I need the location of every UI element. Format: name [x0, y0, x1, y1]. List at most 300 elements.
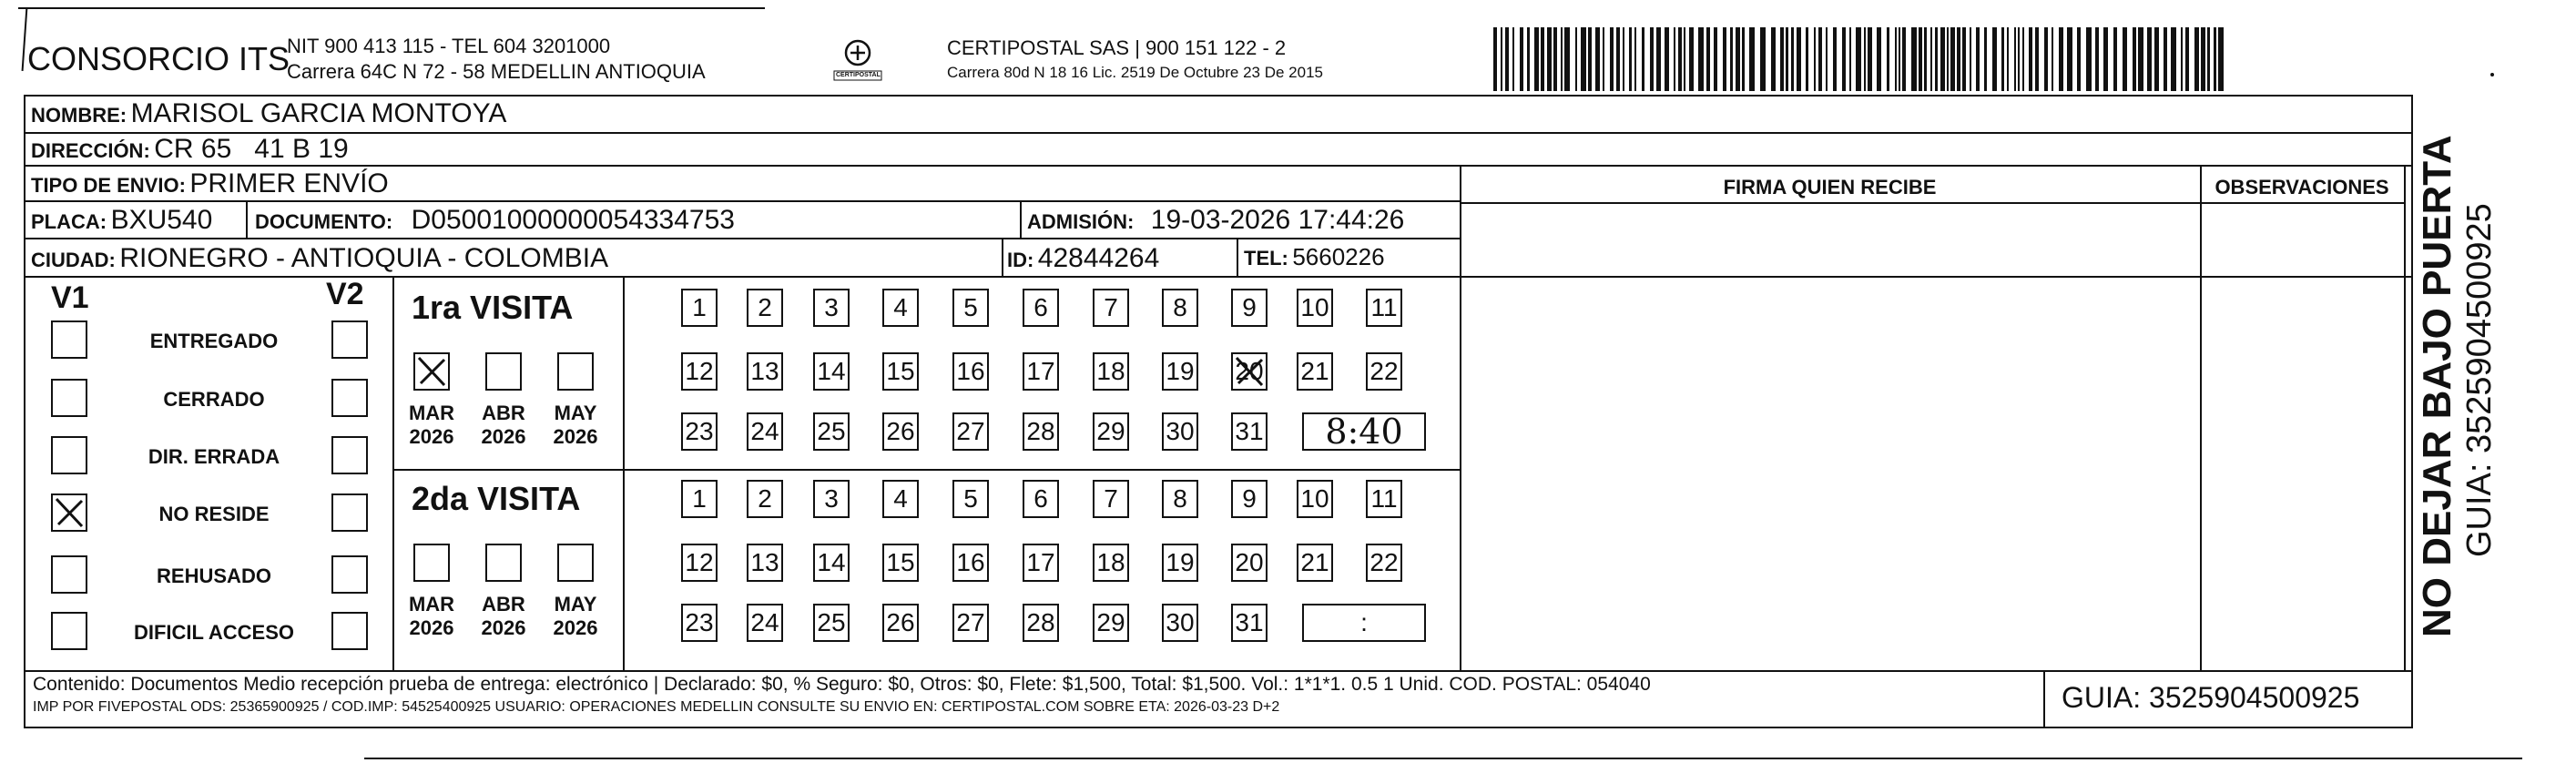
day-number: 12: [685, 357, 714, 385]
barcode-bar: [2147, 27, 2152, 91]
check-mark-icon: [413, 352, 450, 391]
visit-time-value: 8:40: [1325, 412, 1403, 452]
barcode-bar: [1947, 27, 1949, 91]
certipostal-address: Carrera 80d N 18 16 Lic. 2519 De Octubre 23 De 2015: [947, 64, 1323, 81]
barcode-bar: [2086, 27, 2092, 91]
certipostal-logo: [830, 35, 885, 89]
month-year: 2026: [409, 616, 454, 639]
day-box[interactable]: [1162, 544, 1198, 582]
day-number: 15: [886, 548, 915, 576]
barcode-bar: [1564, 27, 1570, 91]
status-v2-checkbox[interactable]: [331, 320, 368, 359]
day-number: 10: [1300, 293, 1329, 321]
barcode-bar: [2218, 27, 2224, 91]
barcode-bar: [1818, 27, 1822, 91]
nombre-label: NOMBRE:: [31, 104, 127, 127]
status-label: REHUSADO: [157, 565, 271, 587]
month-checkbox[interactable]: [485, 352, 522, 391]
barcode-bar: [2181, 27, 2183, 91]
documento-row: [255, 205, 735, 236]
day-box[interactable]: [1297, 352, 1333, 391]
month-checkbox[interactable]: [413, 352, 450, 391]
id-row: [1007, 243, 1159, 274]
status-divider: [392, 278, 394, 671]
tipo-value: PRIMER ENVÍO: [189, 168, 389, 198]
barcode-bar: [1736, 27, 1740, 91]
barcode-bar: [1650, 27, 1654, 91]
barcode-bar: [1553, 27, 1557, 91]
day-box[interactable]: [1093, 604, 1129, 642]
day-box[interactable]: [952, 412, 989, 451]
month-year: 2026: [409, 425, 454, 448]
status-v2-checkbox[interactable]: [331, 436, 368, 474]
barcode-bar: [2171, 27, 2176, 91]
barcode-bar: [1856, 27, 1861, 91]
barcode-bar: [1505, 27, 1509, 91]
barcode-bar: [1814, 27, 1816, 91]
day-box[interactable]: [681, 352, 718, 391]
day-number: 16: [956, 548, 985, 576]
day-box[interactable]: [681, 289, 718, 327]
month-label: MAY: [554, 402, 597, 424]
day-box[interactable]: [1023, 289, 1059, 327]
status-label: CERRADO: [163, 388, 265, 411]
day-box[interactable]: [952, 289, 989, 327]
day-box[interactable]: [1023, 604, 1059, 642]
day-number: 4: [893, 293, 908, 321]
day-box[interactable]: [747, 412, 783, 451]
day-box[interactable]: [747, 544, 783, 582]
barcode-bar: [2194, 27, 2199, 91]
day-box[interactable]: [1162, 604, 1198, 642]
footer-contenido: Contenido: Documentos Medio recepción prueba de entrega: electrónico | Declarado: $0, % Seguro: $0, Otros: $0, Flete: $1,500, Total: $1,500. Vol.: 1*1*1. 0.5 1 Unid. COD. POSTAL: 054040: [33, 674, 1651, 695]
status-v2-checkbox[interactable]: [331, 493, 368, 532]
bottom-line: [364, 758, 2522, 759]
row-divider: [25, 238, 1460, 239]
status-label: DIR. ERRADA: [148, 445, 280, 468]
barcode-bar: [1698, 27, 1704, 91]
barcode-bar: [1899, 27, 1900, 91]
day-box[interactable]: [747, 289, 783, 327]
barcode-bar: [2113, 27, 2117, 91]
barcode-bar: [2035, 27, 2039, 91]
barcode-bar: [1970, 27, 1971, 91]
day-box[interactable]: [1231, 480, 1268, 518]
day-box[interactable]: [1231, 604, 1268, 642]
visit-divider: [392, 469, 1461, 471]
day-box[interactable]: [813, 412, 850, 451]
cell-divider: [246, 202, 248, 239]
barcode-bar: [1634, 27, 1636, 91]
barcode-bar: [1656, 27, 1661, 91]
day-number: 30: [1166, 417, 1195, 445]
barcode-bar: [1742, 27, 1745, 91]
day-box[interactable]: [1366, 544, 1402, 582]
day-number: 25: [817, 417, 846, 445]
day-box[interactable]: [1093, 412, 1129, 451]
company-address: Carrera 64C N 72 - 58 MEDELLIN ANTIOQUIA: [287, 60, 706, 83]
day-number: 7: [1104, 484, 1118, 513]
day-box[interactable]: [1093, 289, 1129, 327]
barcode-bar: [2067, 27, 2072, 91]
day-number: 2: [758, 293, 772, 321]
barcode-bar: [2044, 27, 2048, 91]
day-box[interactable]: [882, 604, 919, 642]
day-box[interactable]: [882, 480, 919, 518]
day-number: 28: [1026, 417, 1055, 445]
day-number: 9: [1242, 293, 1257, 321]
barcode-bar: [1581, 27, 1586, 91]
ciudad-value: RIONEGRO - ANTIOQUIA - COLOMBIA: [119, 243, 609, 273]
day-number: 21: [1300, 548, 1329, 576]
barcode-bar: [2185, 27, 2189, 91]
month-label: ABR: [482, 593, 525, 615]
day-number: 3: [824, 484, 839, 513]
barcode-bar: [2154, 27, 2159, 91]
barcode-bar: [1887, 27, 1889, 91]
barcode-bar: [1935, 27, 1938, 91]
day-box[interactable]: [1023, 352, 1059, 391]
barcode-bar: [1833, 27, 1837, 91]
tel-value: 5660226: [1292, 243, 1385, 270]
day-number: 21: [1300, 357, 1329, 385]
day-number: 16: [956, 357, 985, 385]
barcode-bar: [2201, 27, 2205, 91]
day-number: 13: [750, 548, 779, 576]
status-v2-checkbox[interactable]: [331, 612, 368, 650]
month-checkbox[interactable]: [557, 352, 594, 391]
footer-line: [25, 670, 2411, 672]
day-number: 9: [1242, 484, 1257, 513]
barcode-bar: [2207, 27, 2210, 91]
day-box[interactable]: [681, 604, 718, 642]
barcode-bar: [2052, 27, 2053, 91]
barcode-bar: [1902, 27, 1906, 91]
footer-guia-box: [2043, 670, 2045, 728]
day-number: 30: [1166, 608, 1195, 636]
day-box[interactable]: [1162, 352, 1198, 391]
day-box[interactable]: [747, 352, 783, 391]
documento-value: D05001000000054334753: [411, 205, 735, 235]
status-v1-checkbox[interactable]: [51, 612, 87, 650]
barcode-bar: [2103, 27, 2108, 91]
barcode-bar: [1730, 27, 1733, 91]
day-box[interactable]: [681, 412, 718, 451]
day-box[interactable]: [882, 412, 919, 451]
admision-label: ADMISIÓN:: [1027, 210, 1135, 233]
barcode-bar: [2001, 27, 2004, 91]
status-v1-checkbox[interactable]: [51, 436, 87, 474]
day-number: 31: [1235, 417, 1264, 445]
day-box[interactable]: [1366, 480, 1402, 518]
company-nit: NIT 900 413 115 - TEL 604 3201000: [287, 35, 611, 57]
day-number: 29: [1096, 608, 1125, 636]
day-number: 3: [824, 293, 839, 321]
barcode-bar: [1714, 27, 1717, 91]
day-number: 28: [1026, 608, 1055, 636]
day-box[interactable]: [1231, 412, 1268, 451]
day-box[interactable]: [1366, 289, 1402, 327]
barcode-bar: [1924, 27, 1927, 91]
day-box[interactable]: [813, 289, 850, 327]
barcode-bar: [1962, 27, 1966, 91]
day-box[interactable]: [1093, 480, 1129, 518]
id-value: 42844264: [1037, 243, 1160, 273]
day-box[interactable]: [882, 289, 919, 327]
barcode-bar: [1642, 27, 1644, 91]
ciudad-label: CIUDAD:: [31, 249, 116, 271]
barcode-bar: [1547, 27, 1552, 91]
check-mark-icon: [1231, 352, 1268, 391]
day-number: 29: [1096, 417, 1125, 445]
barcode-bar: [1674, 27, 1675, 91]
day-box[interactable]: [1297, 480, 1333, 518]
barcode-bar: [1780, 27, 1784, 91]
status-label: ENTREGADO: [149, 330, 279, 352]
visit-time-field[interactable]: [1302, 604, 1426, 642]
month-year: 2026: [553, 616, 598, 639]
barcode-bar: [2014, 27, 2016, 91]
day-number: 18: [1096, 357, 1125, 385]
day-box[interactable]: [1023, 480, 1059, 518]
day-number: 27: [956, 417, 985, 445]
barcode-bar: [1595, 27, 1600, 91]
day-number: 26: [886, 417, 915, 445]
barcode-bar: [1623, 27, 1624, 91]
tel-row: [1244, 243, 1385, 271]
day-box[interactable]: [1162, 412, 1198, 451]
status-label: DIFICIL ACCESO: [133, 621, 294, 644]
month-checkbox[interactable]: [485, 544, 522, 582]
day-box[interactable]: [1093, 544, 1129, 582]
visit-title: 1ra VISITA: [412, 289, 574, 326]
day-box[interactable]: [681, 480, 718, 518]
barcode-bar: [1678, 27, 1682, 91]
day-number: 8: [1173, 293, 1187, 321]
barcode-bar: [1610, 27, 1614, 91]
barcode-bar: [1864, 27, 1866, 91]
day-number: 17: [1026, 548, 1055, 576]
row-divider: [25, 132, 2411, 134]
month-checkbox[interactable]: [557, 544, 594, 582]
day-number: 19: [1166, 548, 1195, 576]
observaciones-area[interactable]: [2203, 204, 2402, 668]
column-divider: [2200, 165, 2202, 671]
day-box[interactable]: [1231, 289, 1268, 327]
barcode-bar: [1868, 27, 1872, 91]
barcode-bar: [2164, 27, 2167, 91]
id-label: ID:: [1007, 249, 1034, 271]
barcode-bar: [1877, 27, 1881, 91]
day-number: 23: [685, 417, 714, 445]
top-border-line: [18, 7, 765, 9]
day-number: 14: [817, 357, 846, 385]
barcode-bar: [1771, 27, 1776, 91]
cell-divider: [1020, 202, 1022, 239]
ciudad-row: [31, 243, 608, 274]
documento-label: DOCUMENTO:: [255, 210, 393, 233]
day-box[interactable]: [681, 544, 718, 582]
month-year: 2026: [481, 616, 526, 639]
barcode-bar: [1895, 27, 1897, 91]
status-v2-checkbox[interactable]: [331, 379, 368, 417]
day-box[interactable]: [747, 480, 783, 518]
month-label: ABR: [482, 402, 525, 424]
day-number: 17: [1026, 357, 1055, 385]
day-box[interactable]: [952, 544, 989, 582]
month-label: MAR: [408, 402, 455, 424]
barcode-bar: [1706, 27, 1710, 91]
month-label: MAR: [408, 593, 455, 615]
status-v1-checkbox[interactable]: [51, 493, 87, 532]
barcode-bar: [1501, 27, 1502, 91]
day-number: 26: [886, 608, 915, 636]
day-box[interactable]: [813, 544, 850, 582]
barcode-bar: [2018, 27, 2020, 91]
status-v1-checkbox[interactable]: [51, 320, 87, 359]
day-number: 4: [893, 484, 908, 513]
day-number: 23: [685, 608, 714, 636]
day-box[interactable]: [813, 352, 850, 391]
barcode-bar: [1665, 27, 1669, 91]
barcode-bar: [2133, 27, 2136, 91]
status-v1-header: V1: [51, 280, 89, 315]
months-divider: [623, 278, 625, 671]
day-number: 6: [1033, 293, 1048, 321]
barcode-bar: [1561, 27, 1563, 91]
side-warning: NO DEJAR BAJO PUERTA: [2415, 135, 2459, 637]
barcode-bar: [2214, 27, 2216, 91]
month-year: 2026: [553, 425, 598, 448]
barcode-bar: [1493, 27, 1497, 91]
admision-value: 19-03-2026 17:44:26: [1150, 205, 1405, 235]
barcode-bar: [1616, 27, 1620, 91]
barcode-bar: [1849, 27, 1851, 91]
day-box[interactable]: [747, 604, 783, 642]
barcode-bar: [1786, 27, 1788, 91]
barcode-bar: [1919, 27, 1922, 91]
day-box[interactable]: [1231, 352, 1268, 391]
day-box[interactable]: [1093, 352, 1129, 391]
nombre-value: MARISOL GARCIA MONTOYA: [130, 98, 507, 128]
visit-title: 2da VISITA: [412, 480, 581, 517]
day-box[interactable]: [1023, 544, 1059, 582]
day-number: 12: [685, 548, 714, 576]
column-divider: [2404, 165, 2406, 671]
day-box[interactable]: [1297, 289, 1333, 327]
day-box[interactable]: [952, 352, 989, 391]
barcode-bar: [1588, 27, 1592, 91]
day-box[interactable]: [882, 352, 919, 391]
barcode-bar: [1797, 27, 1801, 91]
barcode-bar: [1950, 27, 1955, 91]
day-number: 19: [1166, 357, 1195, 385]
direccion-label: DIRECCIÓN:: [31, 139, 150, 162]
barcode-bar: [1512, 27, 1514, 91]
status-label: NO RESIDE: [158, 503, 270, 525]
direccion-row: [31, 134, 349, 165]
day-box[interactable]: [1162, 480, 1198, 518]
barcode-bar: [1723, 27, 1726, 91]
tipo-label: TIPO DE ENVIO:: [31, 174, 186, 197]
barcode: [1493, 27, 2231, 91]
nombre-row: [31, 98, 506, 129]
barcode-bar: [1826, 27, 1828, 91]
footer-imp: IMP POR FIVEPOSTAL ODS: 25365900925 / COD.IMP: 54525400925 USUARIO: OPERACIONES MEDELLIN CONSULTE SU ENVIO EN: CERTIPOSTAL.COM SOBRE ETA: 2026-03-23 D+2: [33, 699, 1280, 715]
barcode-bar: [1760, 27, 1766, 91]
day-box[interactable]: [1231, 544, 1268, 582]
barcode-bar: [1911, 27, 1917, 91]
day-number: 22: [1369, 357, 1399, 385]
day-box[interactable]: [952, 480, 989, 518]
day-box[interactable]: [952, 604, 989, 642]
day-number: 27: [956, 608, 985, 636]
status-v1-checkbox[interactable]: [51, 379, 87, 417]
day-number: 6: [1033, 484, 1048, 513]
cell-divider: [1237, 239, 1238, 276]
direccion-value: CR 65 41 B 19: [154, 134, 349, 164]
admision-row: [1027, 205, 1404, 236]
day-box[interactable]: [1297, 544, 1333, 582]
day-number: 7: [1104, 293, 1118, 321]
day-box[interactable]: [1366, 352, 1402, 391]
barcode-bar: [1957, 27, 1960, 91]
barcode-bar: [1520, 27, 1523, 91]
row-divider: [25, 200, 1460, 202]
tipo-row: [31, 168, 389, 199]
day-number: 22: [1369, 548, 1399, 576]
day-box[interactable]: [813, 480, 850, 518]
row-divider: [25, 165, 2411, 167]
day-box[interactable]: [882, 544, 919, 582]
day-number: 1: [692, 484, 707, 513]
barcode-bar: [1527, 27, 1530, 91]
placa-row: [31, 205, 212, 236]
visit-time-value: :: [1360, 608, 1368, 636]
footer-guia: GUIA: 3525904500925: [2062, 681, 2360, 714]
barcode-bar: [1940, 27, 1945, 91]
status-v2-checkbox[interactable]: [331, 555, 368, 594]
day-box[interactable]: [1162, 289, 1198, 327]
day-number: 25: [817, 608, 846, 636]
firma-header: FIRMA QUIEN RECIBE: [1723, 176, 1937, 198]
barcode-bar: [2077, 27, 2081, 91]
company-name: CONSORCIO ITS: [27, 40, 290, 77]
certipostal-name: CERTIPOSTAL SAS | 900 151 122 - 2: [947, 36, 1287, 59]
day-number: 24: [750, 608, 779, 636]
day-number: 2: [758, 484, 772, 513]
month-checkbox[interactable]: [413, 544, 450, 582]
day-box[interactable]: [813, 604, 850, 642]
barcode-bar: [1842, 27, 1846, 91]
month-label: MAY: [554, 593, 597, 615]
visit-time-field[interactable]: [1302, 412, 1426, 451]
barcode-bar: [2029, 27, 2032, 91]
day-number: 8: [1173, 484, 1187, 513]
day-number: 11: [1370, 293, 1398, 321]
barcode-bar: [1541, 27, 1544, 91]
barcode-bar: [1749, 27, 1755, 91]
signature-area[interactable]: [1462, 204, 2198, 668]
barcode-bar: [1976, 27, 1980, 91]
status-v1-checkbox[interactable]: [51, 555, 87, 594]
day-number: 10: [1300, 484, 1329, 513]
dot-mark: [2490, 73, 2494, 76]
barcode-bar: [1629, 27, 1632, 91]
day-box[interactable]: [1023, 412, 1059, 451]
day-number: 20: [1235, 548, 1264, 576]
tel-label: TEL:: [1244, 247, 1288, 270]
